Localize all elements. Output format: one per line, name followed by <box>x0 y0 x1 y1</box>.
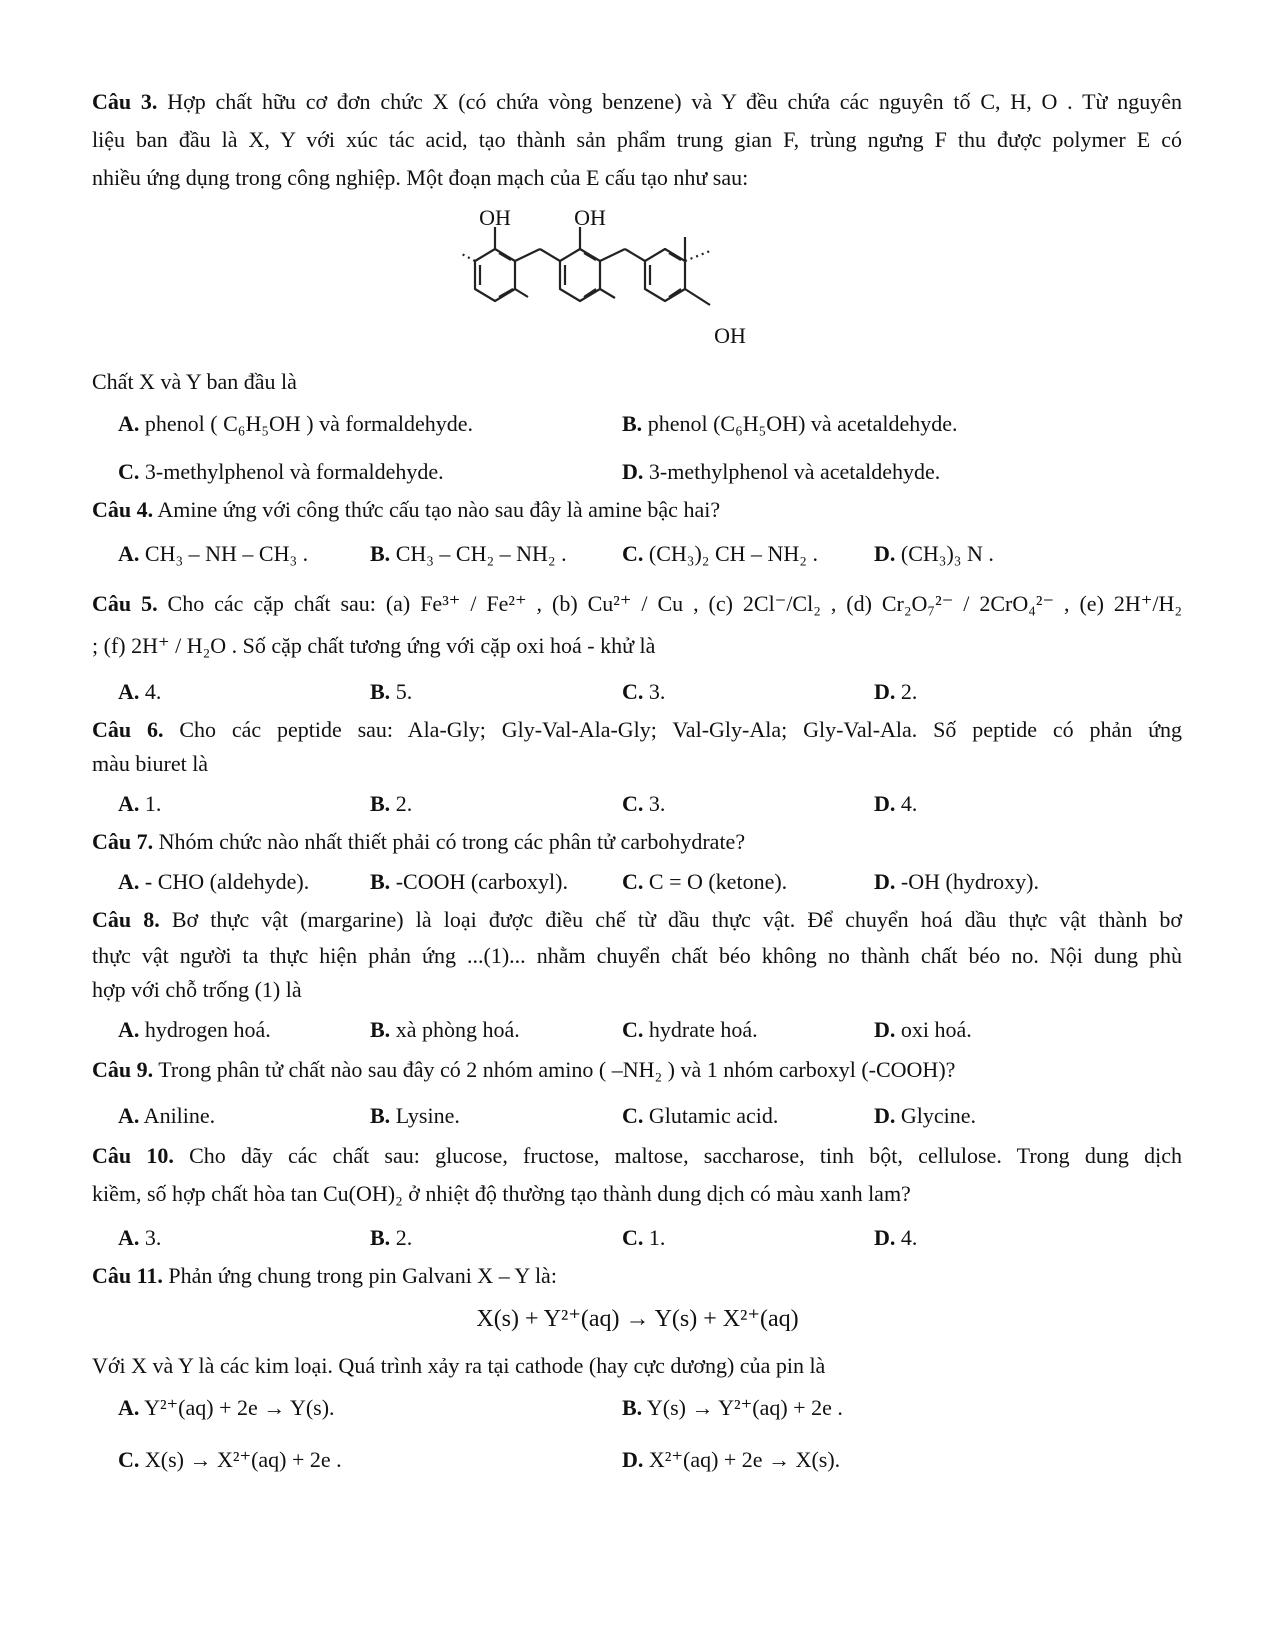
q3-line-2: liệu ban đầu là X, Y với xúc tác acid, tạo thành sản phẩm trung gian F, trùng ngưng F thu được polymer E có <box>92 127 1182 152</box>
q10-option-d[interactable]: D. 4. <box>874 1225 918 1250</box>
q9-option-b[interactable]: B. Lysine. <box>370 1103 460 1128</box>
q4-option-a[interactable]: A. CH₃ – NH – CH₃ . <box>118 541 309 566</box>
q6-option-d[interactable]: D. 4. <box>874 791 918 816</box>
q9-option-c[interactable]: C. Glutamic acid. <box>622 1103 779 1128</box>
q7-option-b[interactable]: B. -COOH (carboxyl). <box>370 869 568 894</box>
q8-option-d[interactable]: D. oxi hoá. <box>874 1017 972 1042</box>
q6-line-1: Câu 6. Cho các peptide sau: Ala-Gly; Gly-Val-Ala-Gly; Val-Gly-Ala; Gly-Val-Ala. Số peptide có phản ứng <box>92 717 1183 742</box>
q3-question: Chất X và Y ban đầu là <box>92 369 297 394</box>
q11-question: Với X và Y là các kim loại. Quá trình xảy ra tại cathode (hay cực dương) của pin là <box>92 1353 826 1378</box>
q7-line: Câu 7. Nhóm chức nào nhất thiết phải có trong các phân tử carbohydrate? <box>92 829 746 854</box>
q11-line: Câu 11. Phản ứng chung trong pin Galvani X – Y là: <box>92 1263 557 1288</box>
q8-line-3: hợp với chỗ trống (1) là <box>92 977 302 1002</box>
q8-option-b[interactable]: B. xà phòng hoá. <box>370 1017 520 1042</box>
q3-line-1 <box>92 88 1182 116</box>
q4-option-d[interactable]: D. (CH₃)₃ N . <box>874 541 994 566</box>
q3-option-a[interactable]: A. phenol ( C₆H₅OH ) và formaldehyde. <box>118 411 474 436</box>
q3-label: Câu 3. <box>92 89 158 114</box>
q9-option-d[interactable]: D. Glycine. <box>874 1103 977 1128</box>
q11-option-d[interactable]: D. X²⁺(aq) + 2e → X(s). <box>622 1447 841 1472</box>
q10-option-b[interactable]: B. 2. <box>370 1225 413 1250</box>
q4-line: Câu 4. Amine ứng với công thức cấu tạo nào sau đây là amine bậc hai? <box>92 497 721 522</box>
q3-line-3: nhiều ứng dụng trong công nghiệp. Một đoạn mạch của E cấu tạo như sau: <box>92 165 749 190</box>
q5-option-c[interactable]: C. 3. <box>622 679 666 704</box>
q8-line-2: thực vật người ta thực hiện phản ứng ...(1)... nhằm chuyển chất béo không no thành chất béo no. Nội dung phù <box>92 943 1182 968</box>
q4-option-c[interactable]: C. (CH₃)₂ CH – NH₂ . <box>622 541 818 566</box>
q8-option-a[interactable]: A. hydrogen hoá. <box>118 1017 271 1042</box>
q5-line-1: Câu 5. Cho các cặp chất sau: (a) Fe³⁺ / Fe²⁺ , (b) Cu²⁺ / Cu , (c) 2Cl⁻/Cl₂ , (d) Cr₂O₇²⁻ / 2CrO₄²⁻ , (e) 2H⁺/H₂ <box>92 591 1183 616</box>
q5-option-a[interactable]: A. 4. <box>118 679 162 704</box>
q9-line: Câu 9. Trong phân tử chất nào sau đây có 2 nhóm amino ( –NH₂ ) và 1 nhóm carboxyl (-COOH)? <box>92 1057 956 1082</box>
q10-line-2: kiềm, số hợp chất hòa tan Cu(OH)₂ ở nhiệt độ thường tạo thành dung dịch có màu xanh lam? <box>92 1181 911 1206</box>
q8-option-c[interactable]: C. hydrate hoá. <box>622 1017 758 1042</box>
q3-option-b[interactable]: B. phenol (C₆H₅OH) và acetaldehyde. <box>622 411 958 436</box>
q8-line-1: Câu 8. Bơ thực vật (margarine) là loại được điều chế từ dầu thực vật. Để chuyển hoá dầu thực vật thành bơ <box>92 907 1183 932</box>
oh-label-2: OH <box>574 205 606 230</box>
q5-option-b[interactable]: B. 5. <box>370 679 413 704</box>
q11-equation: X(s) + Y²⁺(aq) → Y(s) + X²⁺(aq) <box>476 1306 799 1332</box>
q5-option-d[interactable]: D. 2. <box>874 679 918 704</box>
oh-label-1: OH <box>479 205 511 230</box>
polymer-structure-diagram <box>420 205 840 370</box>
oh-label-3: OH <box>714 323 746 348</box>
q3-option-c[interactable]: C. 3-methylphenol và formaldehyde. <box>118 459 444 484</box>
q4-option-b[interactable]: B. CH₃ – CH₂ – NH₂ . <box>370 541 567 566</box>
q6-line-2: màu biuret là <box>92 751 209 776</box>
q6-option-b[interactable]: B. 2. <box>370 791 413 816</box>
q11-option-b[interactable]: B. Y(s) → Y²⁺(aq) + 2e . <box>622 1395 843 1420</box>
q7-option-c[interactable]: C. C = O (ketone). <box>622 869 788 894</box>
q6-option-c[interactable]: C. 3. <box>622 791 666 816</box>
q10-line-1: Câu 10. Cho dãy các chất sau: glucose, fructose, maltose, saccharose, tinh bột, cellulose. Trong dung dịch <box>92 1143 1183 1168</box>
q7-option-d[interactable]: D. -OH (hydroxy). <box>874 869 1039 894</box>
q7-option-a[interactable]: A. - CHO (aldehyde). <box>118 869 310 894</box>
q6-option-a[interactable]: A. 1. <box>118 791 162 816</box>
q9-option-a[interactable]: A. Aniline. <box>118 1103 216 1128</box>
q10-option-a[interactable]: A. 3. <box>118 1225 162 1250</box>
q3-option-d[interactable]: D. 3-methylphenol và acetaldehyde. <box>622 459 941 484</box>
q11-option-a[interactable]: A. Y²⁺(aq) + 2e → Y(s). <box>118 1395 335 1420</box>
q5-line-2: ; (f) 2H⁺ / H₂O . Số cặp chất tương ứng với cặp oxi hoá - khử là <box>92 633 656 658</box>
q3-text-1: Hợp chất hữu cơ đơn chức X (có chứa vòng benzene) và Y đều chứa các nguyên tố C, H, O . Từ nguyên <box>157 89 1182 114</box>
q11-option-c[interactable]: C. X(s) → X²⁺(aq) + 2e . <box>118 1447 342 1472</box>
q10-option-c[interactable]: C. 1. <box>622 1225 666 1250</box>
